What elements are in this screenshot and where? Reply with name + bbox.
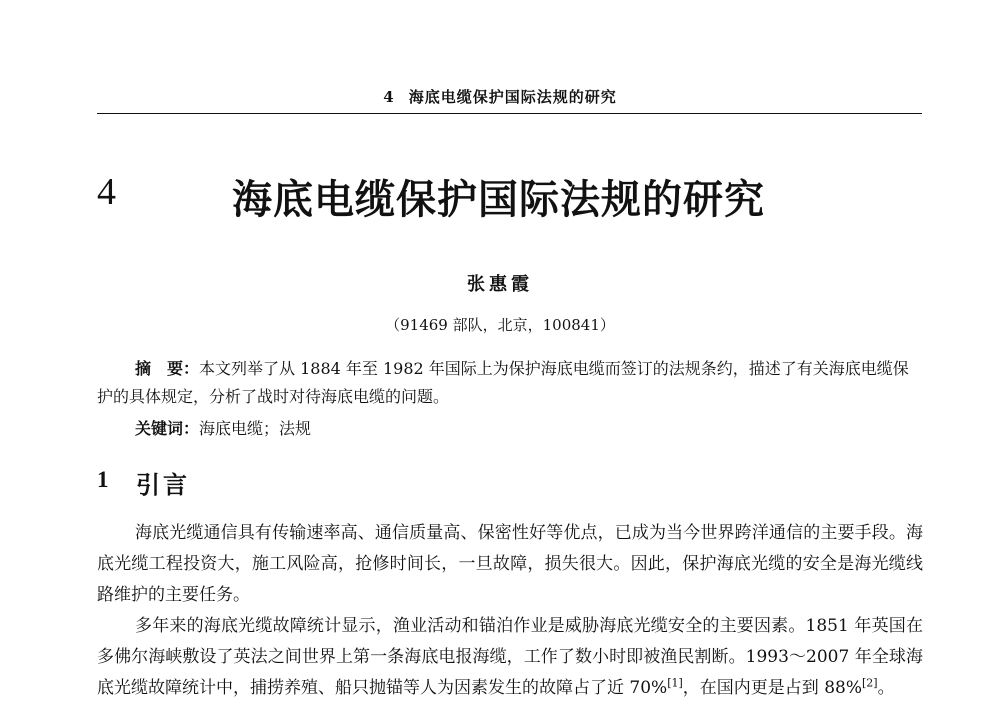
keywords-label: 关键词： [135,419,200,438]
citation-2[interactable]: [2] [862,676,878,690]
running-head-number: 4 [383,88,395,106]
keywords-text: 海底电缆；法规 [199,419,312,438]
paragraph-1 [97,518,923,611]
citation-1[interactable]: [1] [667,676,683,690]
section-title: 引言 [136,470,190,499]
paragraph-2-part-c: 。 [877,678,895,698]
author-name: 张惠霞 [467,274,533,295]
section-number: 1 [97,467,109,492]
paragraph-2-text [97,611,923,704]
chapter-title: 海底电缆保护国际法规的研究 [232,176,765,223]
abstract-text: 本文列举了从 1884 年至 1982 年国际上为保护海底电缆而签订的法规条约，描述了有关海底电缆保护的具体规定，分析了战时对待海底电缆的问题。 [97,359,909,406]
paragraph-2 [97,611,923,704]
running-head-title: 海底电缆保护国际法规的研究 [408,88,617,106]
author-affiliation: （91469 部队，北京，100841） [385,316,615,334]
abstract [97,355,923,411]
chapter-number: 4 [97,171,116,213]
keywords [97,415,923,443]
running-head [0,86,1000,107]
paragraph-2-part-a: 多年来的海底光缆故障统计显示，渔业活动和锚泊作业是威胁海底光缆安全的主要因素。1851 年英国在多佛尔海峡敷设了英法之间世界上第一条海底电报海缆，工作了数小时即被渔民割断。1993～2007 年全球海底光缆故障统计中，捕捞养殖、船只抛锚等人为因素发生的故障占了近 70% [97,616,923,698]
abstract-label: 摘 要： [135,359,200,378]
paragraph-1-text: 海底光缆通信具有传输速率高、通信质量高、保密性好等优点，已成为当今世界跨洋通信的主要手段。海底光缆工程投资大，施工风险高，抢修时间长，一旦故障，损失很大。因此，保护海底光缆的安全是海光缆线路维护的主要任务。 [97,523,923,605]
header-rule [97,113,922,114]
paragraph-2-part-b: ，在国内更是占到 88% [682,678,862,698]
